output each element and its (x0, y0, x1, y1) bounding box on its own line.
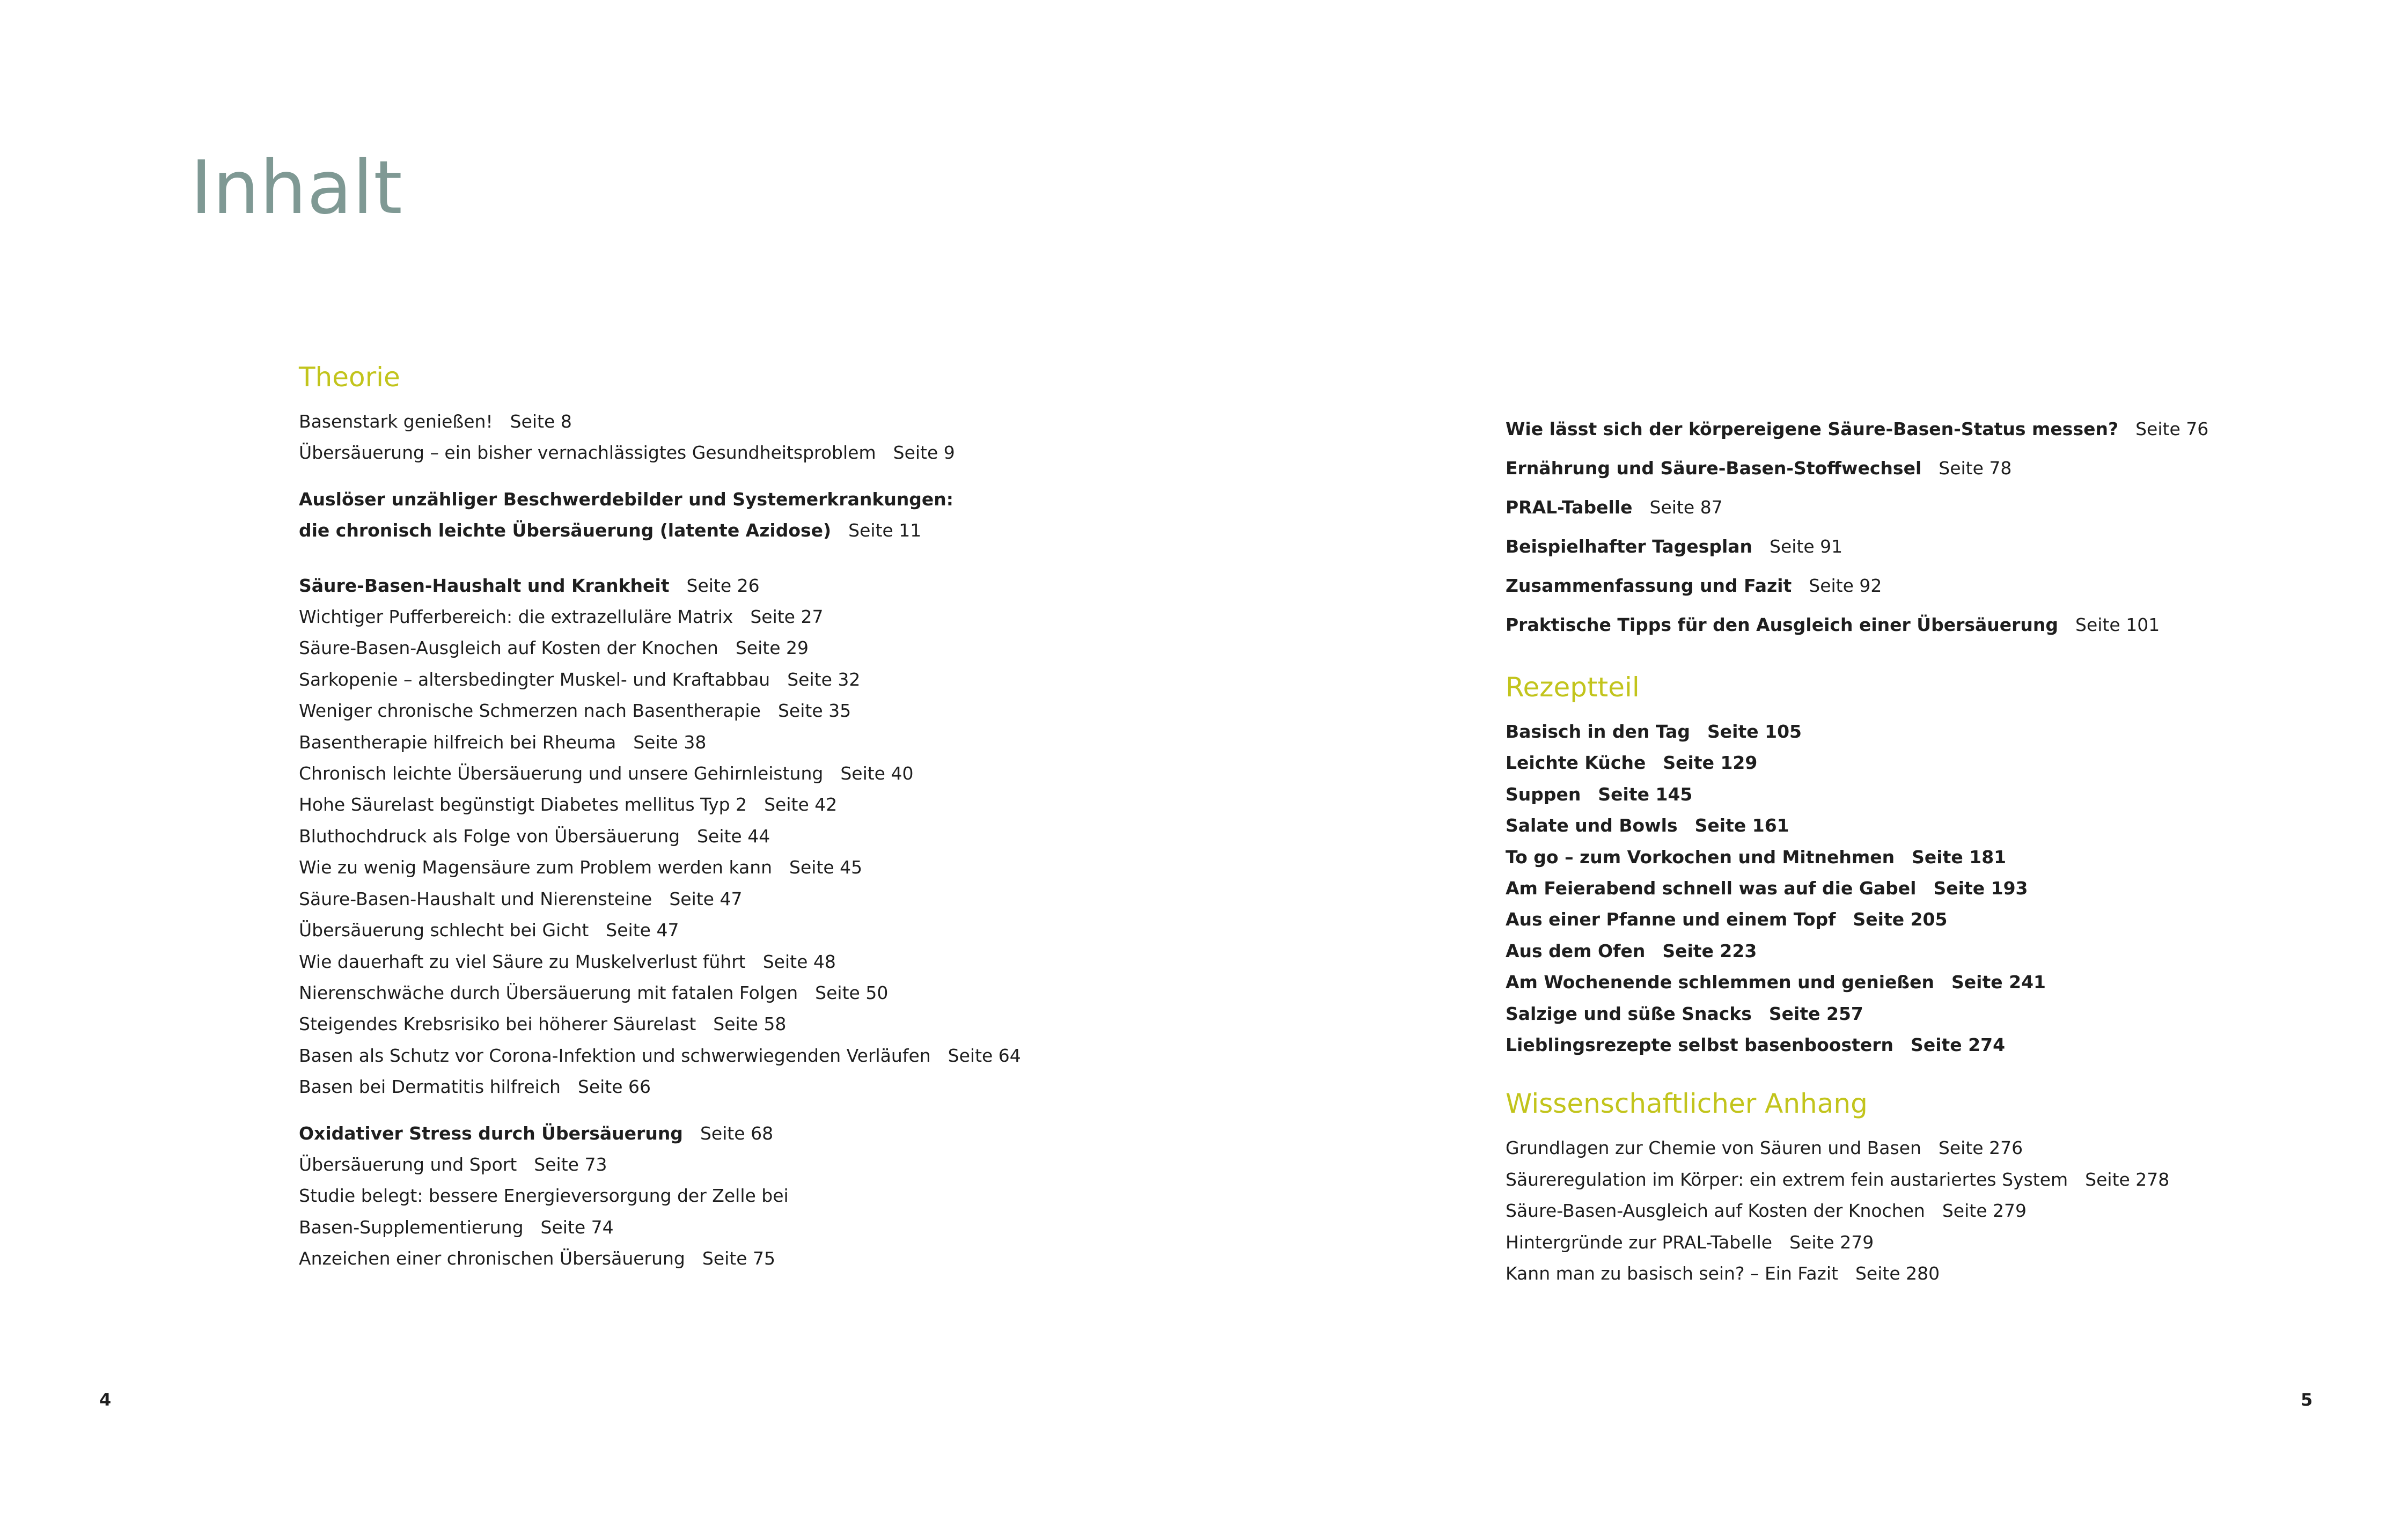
right-column (1506, 409, 2343, 1290)
toc-entry[interactable]: Basen als Schutz vor Corona-Infektion und schwerwiegenden Verläufen Seite 64 (299, 1045, 1021, 1066)
toc-entry[interactable]: Basen bei Dermatitis hilfreich Seite 66 (299, 1076, 651, 1098)
toc-group-messung (1506, 409, 2343, 644)
toc-group-intro (299, 406, 1318, 469)
toc-entry[interactable]: Steigendes Krebsrisiko bei höherer Säurelast Seite 58 (299, 1013, 787, 1035)
toc-entry-recipe[interactable]: Basisch in den Tag Seite 105 (1506, 721, 1802, 742)
toc-entry[interactable]: Säure-Basen-Ausgleich auf Kosten der Knochen Seite 279 (1506, 1200, 2027, 1222)
section-heading-theorie: Theorie (299, 362, 400, 393)
toc-entry-heading[interactable]: Ernährung und Säure-Basen-Stoffwechsel Seite 78 (1506, 458, 2012, 479)
toc-entry[interactable]: Übersäuerung und Sport Seite 73 (299, 1153, 607, 1175)
toc-entry[interactable]: Basentherapie hilfreich bei Rheuma Seite 38 (299, 731, 707, 753)
toc-entry[interactable]: Übersäuerung schlecht bei Gicht Seite 47 (299, 920, 679, 941)
toc-entry-recipe[interactable]: Suppen Seite 145 (1506, 783, 1693, 805)
toc-entry-heading[interactable]: Oxidativer Stress durch Übersäuerung Seite 68 (299, 1122, 774, 1144)
toc-entry-recipe[interactable]: Salzige und süße Snacks Seite 257 (1506, 1003, 1863, 1024)
toc-entry-heading[interactable]: Zusammenfassung und Fazit Seite 92 (1506, 575, 1882, 596)
toc-entry-recipe[interactable]: Salate und Bowls Seite 161 (1506, 815, 1789, 836)
toc-group-krankheit (299, 570, 1318, 1103)
toc-entry[interactable]: Säure-Basen-Ausgleich auf Kosten der Knochen Seite 29 (299, 637, 809, 659)
page-number-left: 4 (99, 1390, 112, 1410)
toc-entry[interactable]: Kann man zu basisch sein? – Ein Fazit Seite 280 (1506, 1263, 1940, 1284)
page-title: Inhalt (190, 145, 403, 231)
toc-entry-recipe[interactable]: Leichte Küche Seite 129 (1506, 752, 1758, 774)
toc-entry[interactable]: Hintergründe zur PRAL-Tabelle Seite 279 (1506, 1231, 1874, 1253)
toc-entry[interactable]: Sarkopenie – altersbedingter Muskel- und Kraftabbau Seite 32 (299, 668, 861, 690)
toc-entry[interactable]: Wie dauerhaft zu viel Säure zu Muskelverlust führt Seite 48 (299, 951, 836, 972)
toc-group-ausloser (299, 484, 1318, 547)
toc-entry[interactable]: Basenstark genießen! Seite 8 (299, 411, 572, 432)
toc-entry-recipe[interactable]: Aus einer Pfanne und einem Topf Seite 205 (1506, 909, 1948, 930)
toc-group-anhang (1506, 1133, 2343, 1289)
toc-entry[interactable]: Säureregulation im Körper: ein extrem fein austariertes System Seite 278 (1506, 1169, 2170, 1190)
toc-entry-heading[interactable]: Säure-Basen-Haushalt und Krankheit Seite 26 (299, 575, 760, 596)
toc-entry-heading[interactable]: PRAL-Tabelle Seite 87 (1506, 497, 1723, 518)
toc-entry[interactable]: Chronisch leichte Übersäuerung und unsere Gehirnleistung Seite 40 (299, 763, 914, 784)
toc-entry[interactable]: Weniger chronische Schmerzen nach Basentherapie Seite 35 (299, 700, 851, 722)
toc-entry[interactable]: Bluthochdruck als Folge von Übersäuerung Seite 44 (299, 825, 770, 847)
toc-entry[interactable]: Hohe Säurelast begünstigt Diabetes mellitus Typ 2 Seite 42 (299, 794, 838, 815)
toc-entry-recipe[interactable]: Lieblingsrezepte selbst basenboostern Seite 274 (1506, 1034, 2006, 1056)
toc-entry-heading[interactable]: Wie lässt sich der körpereigene Säure-Basen-Status messen? Seite 76 (1506, 418, 2209, 439)
toc-entry[interactable]: Wichtiger Pufferbereich: die extrazelluläre Matrix Seite 27 (299, 606, 824, 628)
toc-entry-heading[interactable]: Beispielhafter Tagesplan Seite 91 (1506, 536, 1843, 557)
toc-entry[interactable]: Anzeichen einer chronischen Übersäuerung Seite 75 (299, 1248, 776, 1269)
toc-entry[interactable]: Studie belegt: bessere Energieversorgung der Zelle bei (299, 1185, 789, 1207)
toc-entry[interactable]: Übersäuerung – ein bisher vernachlässigtes Gesundheitsproblem Seite 9 (299, 442, 955, 464)
toc-group-oxidativ (299, 1118, 1318, 1275)
toc-entry[interactable]: Säure-Basen-Haushalt und Nierensteine Seite 47 (299, 888, 743, 909)
toc-entry[interactable]: Wie zu wenig Magensäure zum Problem werden kann Seite 45 (299, 857, 863, 878)
toc-entry[interactable]: Grundlagen zur Chemie von Säuren und Basen Seite 276 (1506, 1137, 2023, 1159)
section-heading-anhang: Wissenschaftlicher Anhang (1506, 1088, 1868, 1120)
toc-entry-heading[interactable]: Praktische Tipps für den Ausgleich einer Übersäuerung Seite 101 (1506, 614, 2160, 635)
toc-group-recipes (1506, 716, 2343, 1061)
toc-entry-recipe[interactable]: Aus dem Ofen Seite 223 (1506, 940, 1757, 961)
toc-entry-recipe[interactable]: Am Feierabend schnell was auf die Gabel Seite 193 (1506, 878, 2028, 899)
left-column (299, 356, 1318, 1275)
page-number-right: 5 (2301, 1390, 2313, 1410)
toc-entry-recipe[interactable]: To go – zum Vorkochen und Mitnehmen Seite 181 (1506, 846, 2007, 868)
section-heading-rezeptteil: Rezeptteil (1506, 672, 1640, 703)
toc-entry[interactable]: Basen-Supplementierung Seite 74 (299, 1216, 614, 1238)
toc-entry[interactable]: Nierenschwäche durch Übersäuerung mit fatalen Folgen Seite 50 (299, 982, 889, 1003)
toc-entry-heading[interactable]: die chronisch leichte Übersäuerung (latente Azidose) Seite 11 (299, 520, 922, 541)
toc-entry-heading[interactable]: Auslöser unzähliger Beschwerdebilder und Systemerkrankungen: (299, 488, 954, 510)
toc-entry-recipe[interactable]: Am Wochenende schlemmen und genießen Seite 241 (1506, 972, 2046, 993)
